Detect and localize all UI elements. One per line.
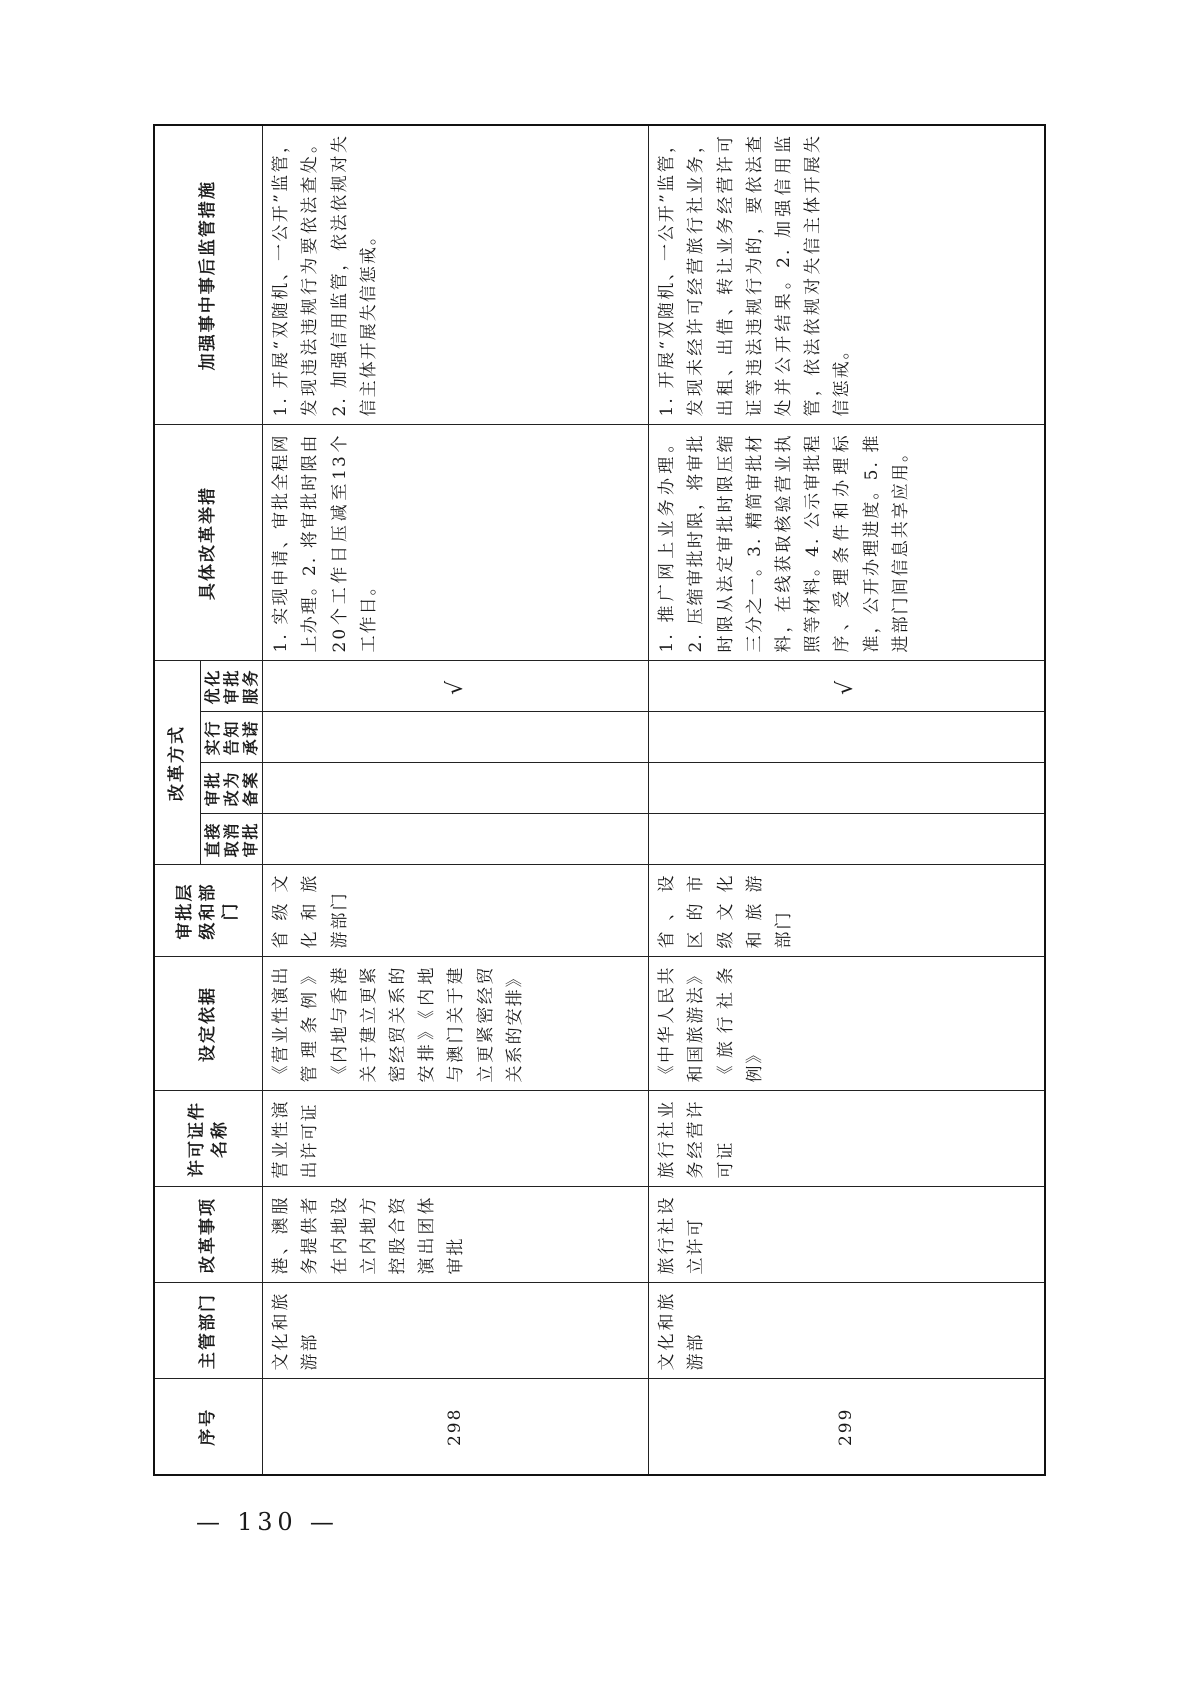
header-method-filing: 审批改为备案 <box>200 763 263 814</box>
cell-method-optimize: √ <box>649 661 1045 712</box>
cell-level: 省级文化和旅游部门 <box>263 865 649 957</box>
header-measures: 具体改革举措 <box>154 425 263 661</box>
header-method-optimize: 优化审批服务 <box>200 661 263 712</box>
header-seq: 序号 <box>154 1379 263 1475</box>
header-basis: 设定依据 <box>154 957 263 1091</box>
header-dept: 主管部门 <box>154 1283 263 1379</box>
cell-measures: 1. 推广网上业务办理。2. 压缩审批时限，将审批时限从法定审批时限压缩三分之一。3. 精简审批材料，在线获取核验营业执照等材料。4. 公示审批程序、受理条件和办理标准，公开办理进度。5. 推进部门间信息共享应用。 <box>649 425 1045 661</box>
cell-method-cancel <box>649 814 1045 865</box>
cell-basis: 《营业性演出管理条例》《内地与香港关于建立更紧密经贸关系的安排》《内地与澳门关于建立更紧密经贸关系的安排》 <box>263 957 649 1091</box>
rotated-table-container <box>153 133 1043 1476</box>
cell-supervision: 1. 开展“双随机、一公开”监管，发现未经许可经营旅行社业务，出租、出借、转让业务经营许可证等违法违规行为的，要依法查处并公开结果。2. 加强信用监管，依法依规对失信主体开展失信惩戒。 <box>649 125 1045 425</box>
table-row <box>649 125 1045 1475</box>
header-method-commitment: 实行告知承诺 <box>200 712 263 763</box>
cell-seq: 298 <box>263 1379 649 1475</box>
header-license: 许可证件名称 <box>154 1091 263 1187</box>
cell-method-filing <box>263 763 649 814</box>
cell-method-commitment <box>263 712 649 763</box>
cell-item: 港、澳服务提供者在内地设立内地方控股合资演出团体审批 <box>263 1187 649 1283</box>
cell-item: 旅行社设立许可 <box>649 1187 1045 1283</box>
cell-measures: 1. 实现申请、审批全程网上办理。2. 将审批时限由20个工作日压减至13个工作日。 <box>263 425 649 661</box>
cell-level: 省、设区的市级文化和旅游部门 <box>649 865 1045 957</box>
reform-table <box>153 124 1046 1476</box>
page-number: — 130 — <box>196 1508 339 1536</box>
cell-license: 营业性演出许可证 <box>263 1091 649 1187</box>
table-row <box>263 125 649 1475</box>
header-item: 改革事项 <box>154 1187 263 1283</box>
cell-method-commitment <box>649 712 1045 763</box>
cell-license: 旅行社业务经营许可证 <box>649 1091 1045 1187</box>
cell-seq: 299 <box>649 1379 1045 1475</box>
cell-method-optimize: √ <box>263 661 649 712</box>
header-method-cancel: 直接取消审批 <box>200 814 263 865</box>
cell-basis: 《中华人民共和国旅游法》《旅行社条例》 <box>649 957 1045 1091</box>
cell-supervision: 1. 开展“双随机、一公开”监管，发现违法违规行为要依法查处。2. 加强信用监管，依法依规对失信主体开展失信惩戒。 <box>263 125 649 425</box>
header-method-group: 改革方式 <box>154 661 200 865</box>
cell-dept: 文化和旅游部 <box>263 1283 649 1379</box>
header-supervision: 加强事中事后监管措施 <box>154 125 263 425</box>
cell-dept: 文化和旅游部 <box>649 1283 1045 1379</box>
cell-method-filing <box>649 763 1045 814</box>
cell-method-cancel <box>263 814 649 865</box>
header-level: 审批层级和部门 <box>154 865 263 957</box>
